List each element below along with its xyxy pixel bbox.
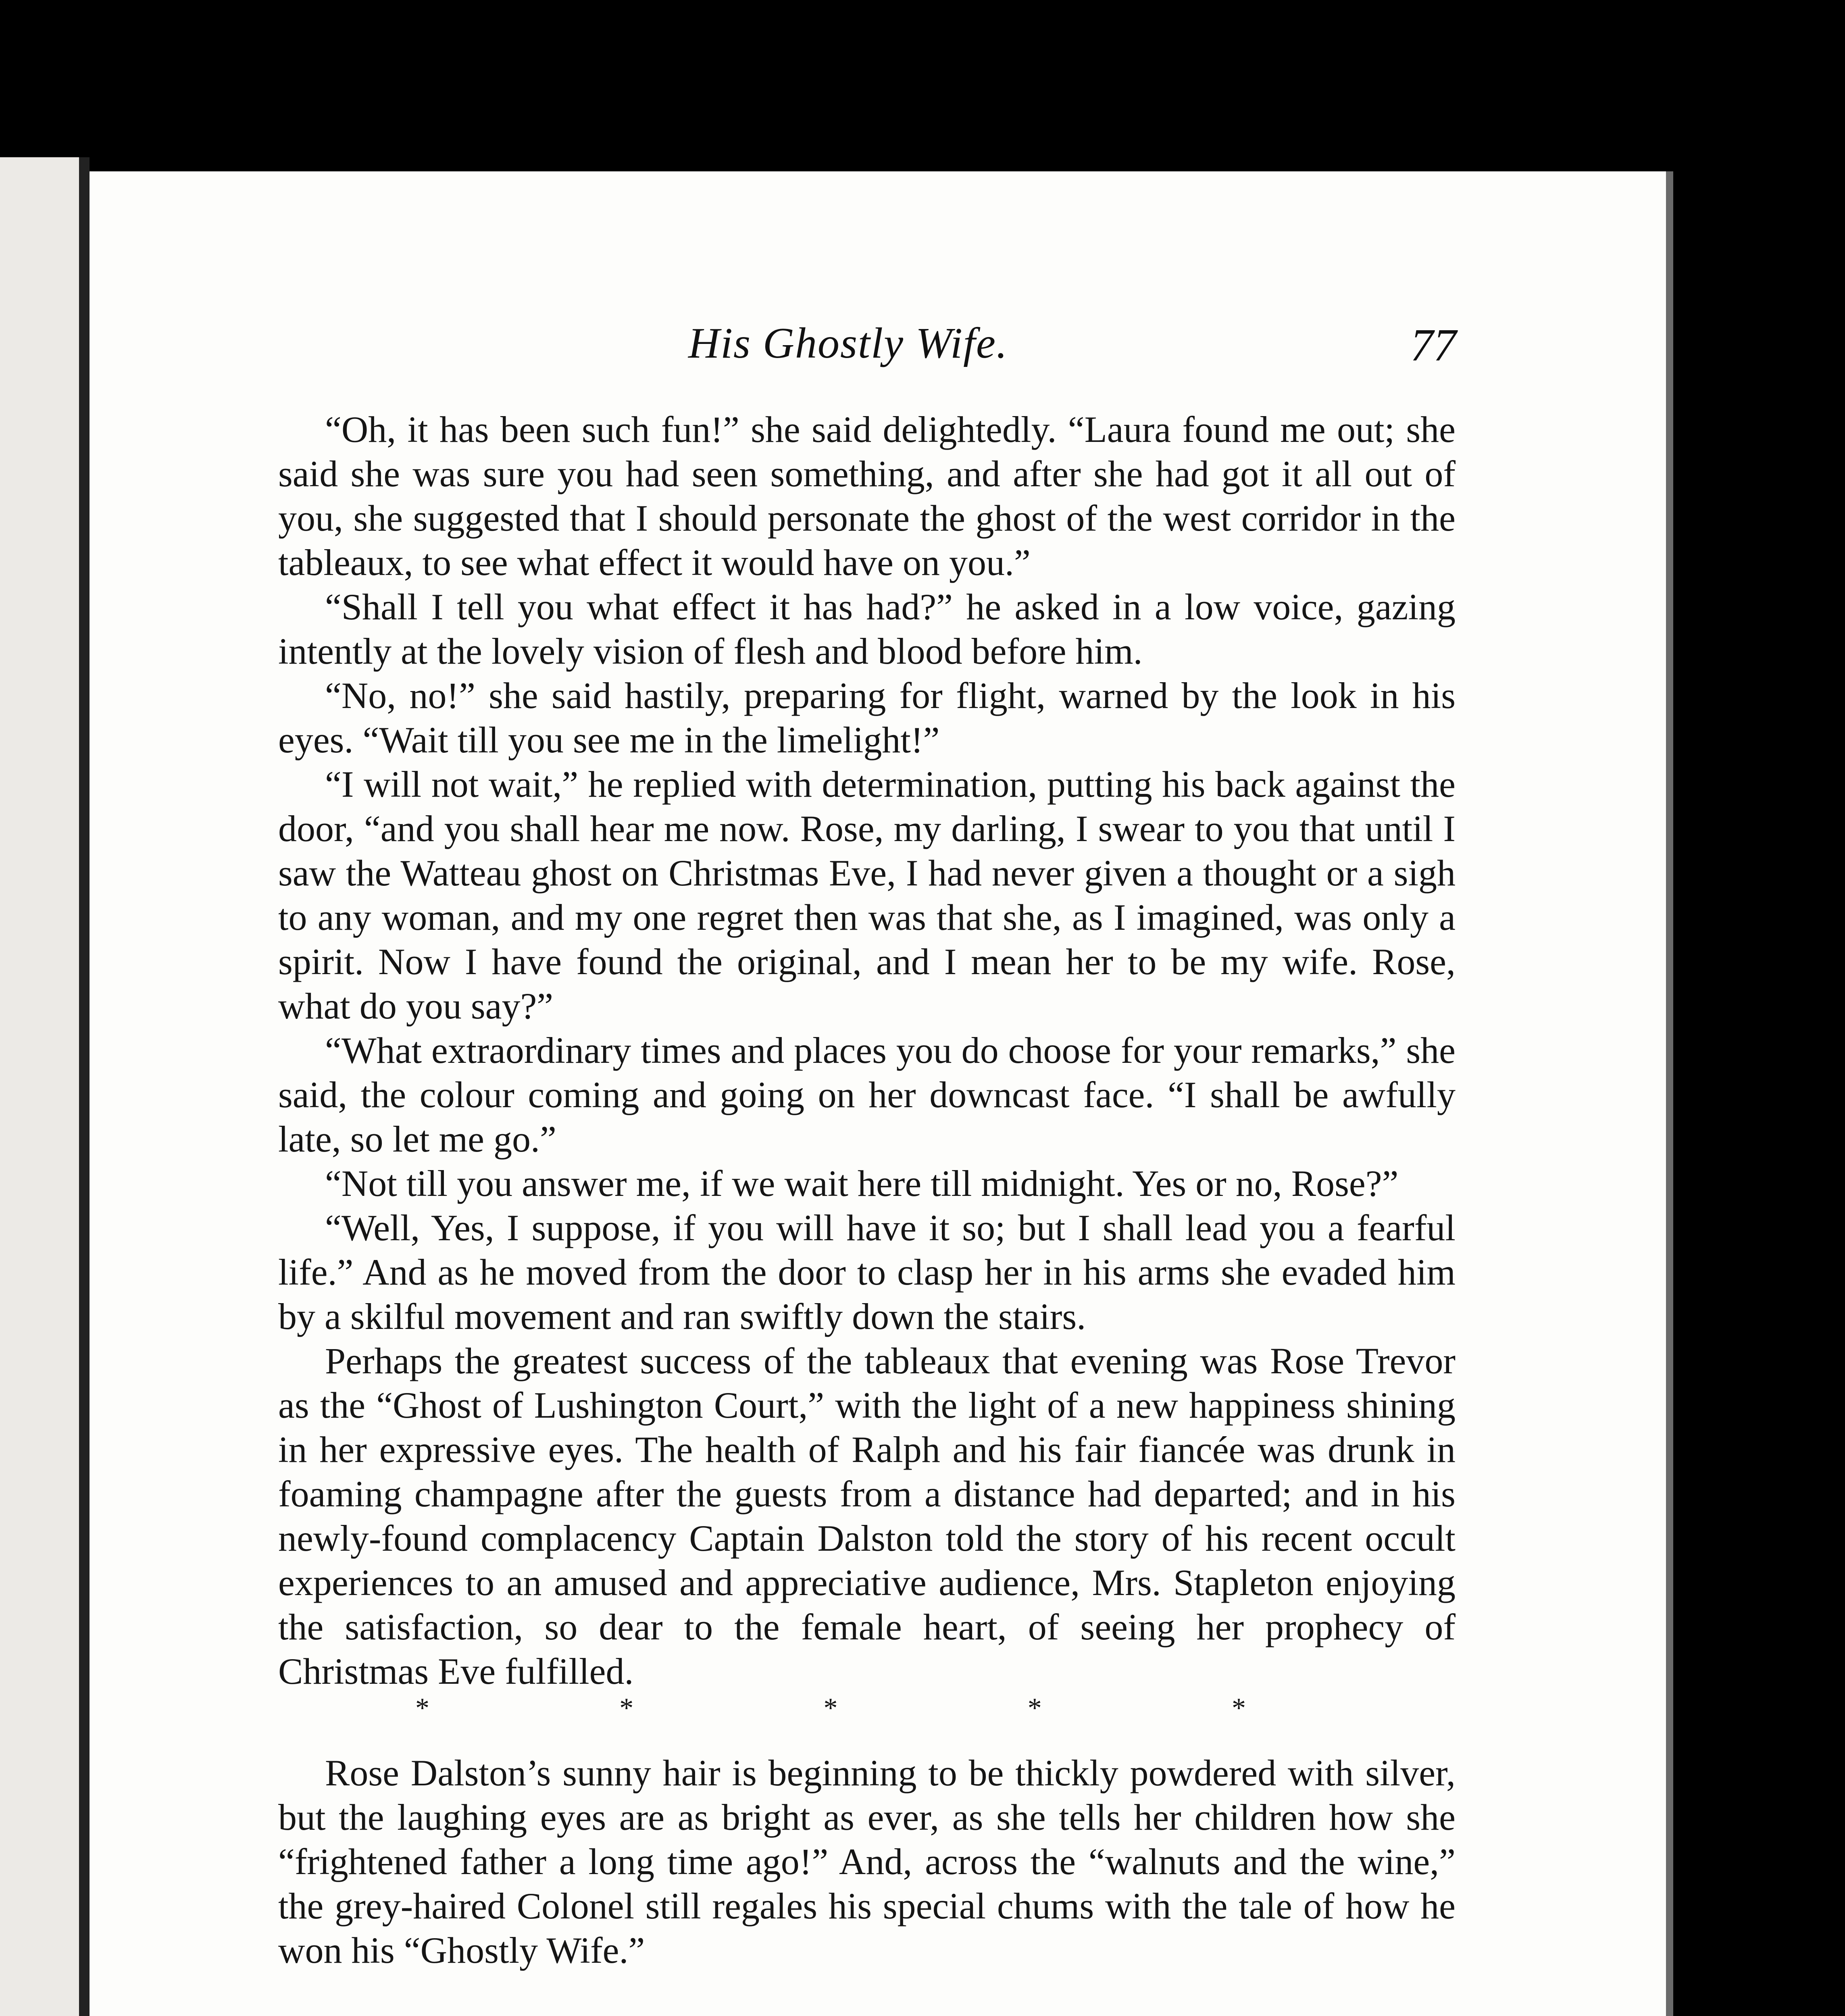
paragraph: “I will not wait,” he replied with determination, putting his back against the door, “and you shall hear me now. Rose, my darling, I swear to you that until I saw the Watteau ghost on Christmas Eve, I had never given a thought or a sigh to any woman, and my one regret then was that she, as I imagined, was only a spirit. Now I have found the original, and I mean her to be my wife. Rose, what do you say?” (278, 764, 1456, 1027)
page-shadow-edge (1666, 171, 1673, 2016)
separator-star: * (1232, 1693, 1246, 1724)
paragraph: “What extraordinary times and places you do choose for your remarks,” she said, the colour coming and going on her downcast face. “I shall be awfully late, so let me go.” (278, 1030, 1456, 1160)
facing-page-edge (0, 157, 90, 2016)
paragraph: “No, no!” she said hastily, preparing for flight, warned by the look in his eyes. “Wait till you see me in the limelight!” (278, 675, 1456, 760)
paragraph: “Shall I tell you what effect it has had?” he asked in a low voice, gazing intently at the lovely vision of flesh and blood before him. (278, 586, 1456, 672)
section-separator (415, 1690, 1246, 1727)
page-number: 77 (1410, 319, 1456, 371)
separator-star: * (1027, 1693, 1042, 1724)
body-text (278, 407, 1456, 1972)
running-title: His Ghostly Wife. (688, 319, 1008, 367)
paragraph: Perhaps the greatest success of the tableaux that evening was Rose Trevor as the “Ghost of Lushington Court,” with the light of a new happiness shining in her expressive eyes. The health of Ralph and his fair fiancée was drunk in foaming champagne after the guests from a distance had departed; and in his newly-found complacency Captain Dalston told the story of his recent occult experiences to an amused and appreciative audience, Mrs. Stapleton enjoying the satisfaction, so dear to the female heart, of seeing her prophecy of Christmas Eve fulfilled. (278, 1340, 1456, 1692)
separator-star: * (619, 1693, 634, 1724)
page-header (190, 319, 1456, 379)
separator-star: * (415, 1693, 429, 1724)
separator-star: * (823, 1693, 838, 1724)
paragraph: “Oh, it has been such fun!” she said delightedly. “Laura found me out; she said she was sure you had seen something, and after she had got it all out of you, she suggested that I should personate the ghost of the west corridor in the tableaux, to see what effect it would have on you.” (278, 409, 1456, 583)
closing-paragraph: Rose Dalston’s sunny hair is beginning to be thickly powdered with silver, but the laughing eyes are as bright as ever, as she tells her children how she “frightened father a long time ago!” And, across the “walnuts and the wine,” the grey-haired Colonel still regales his special chums with the tale of how he won his “Ghostly Wife.” (278, 1752, 1456, 1971)
paragraph: “Well, Yes, I suppose, if you will have it so; but I shall lead you a fearful life.” And as he moved from the door to clasp her in his arms she evaded him by a skilful movement and ran swiftly down the stairs. (278, 1207, 1456, 1337)
paragraph: “Not till you answer me, if we wait here till midnight. Yes or no, Rose?” (325, 1163, 1399, 1204)
